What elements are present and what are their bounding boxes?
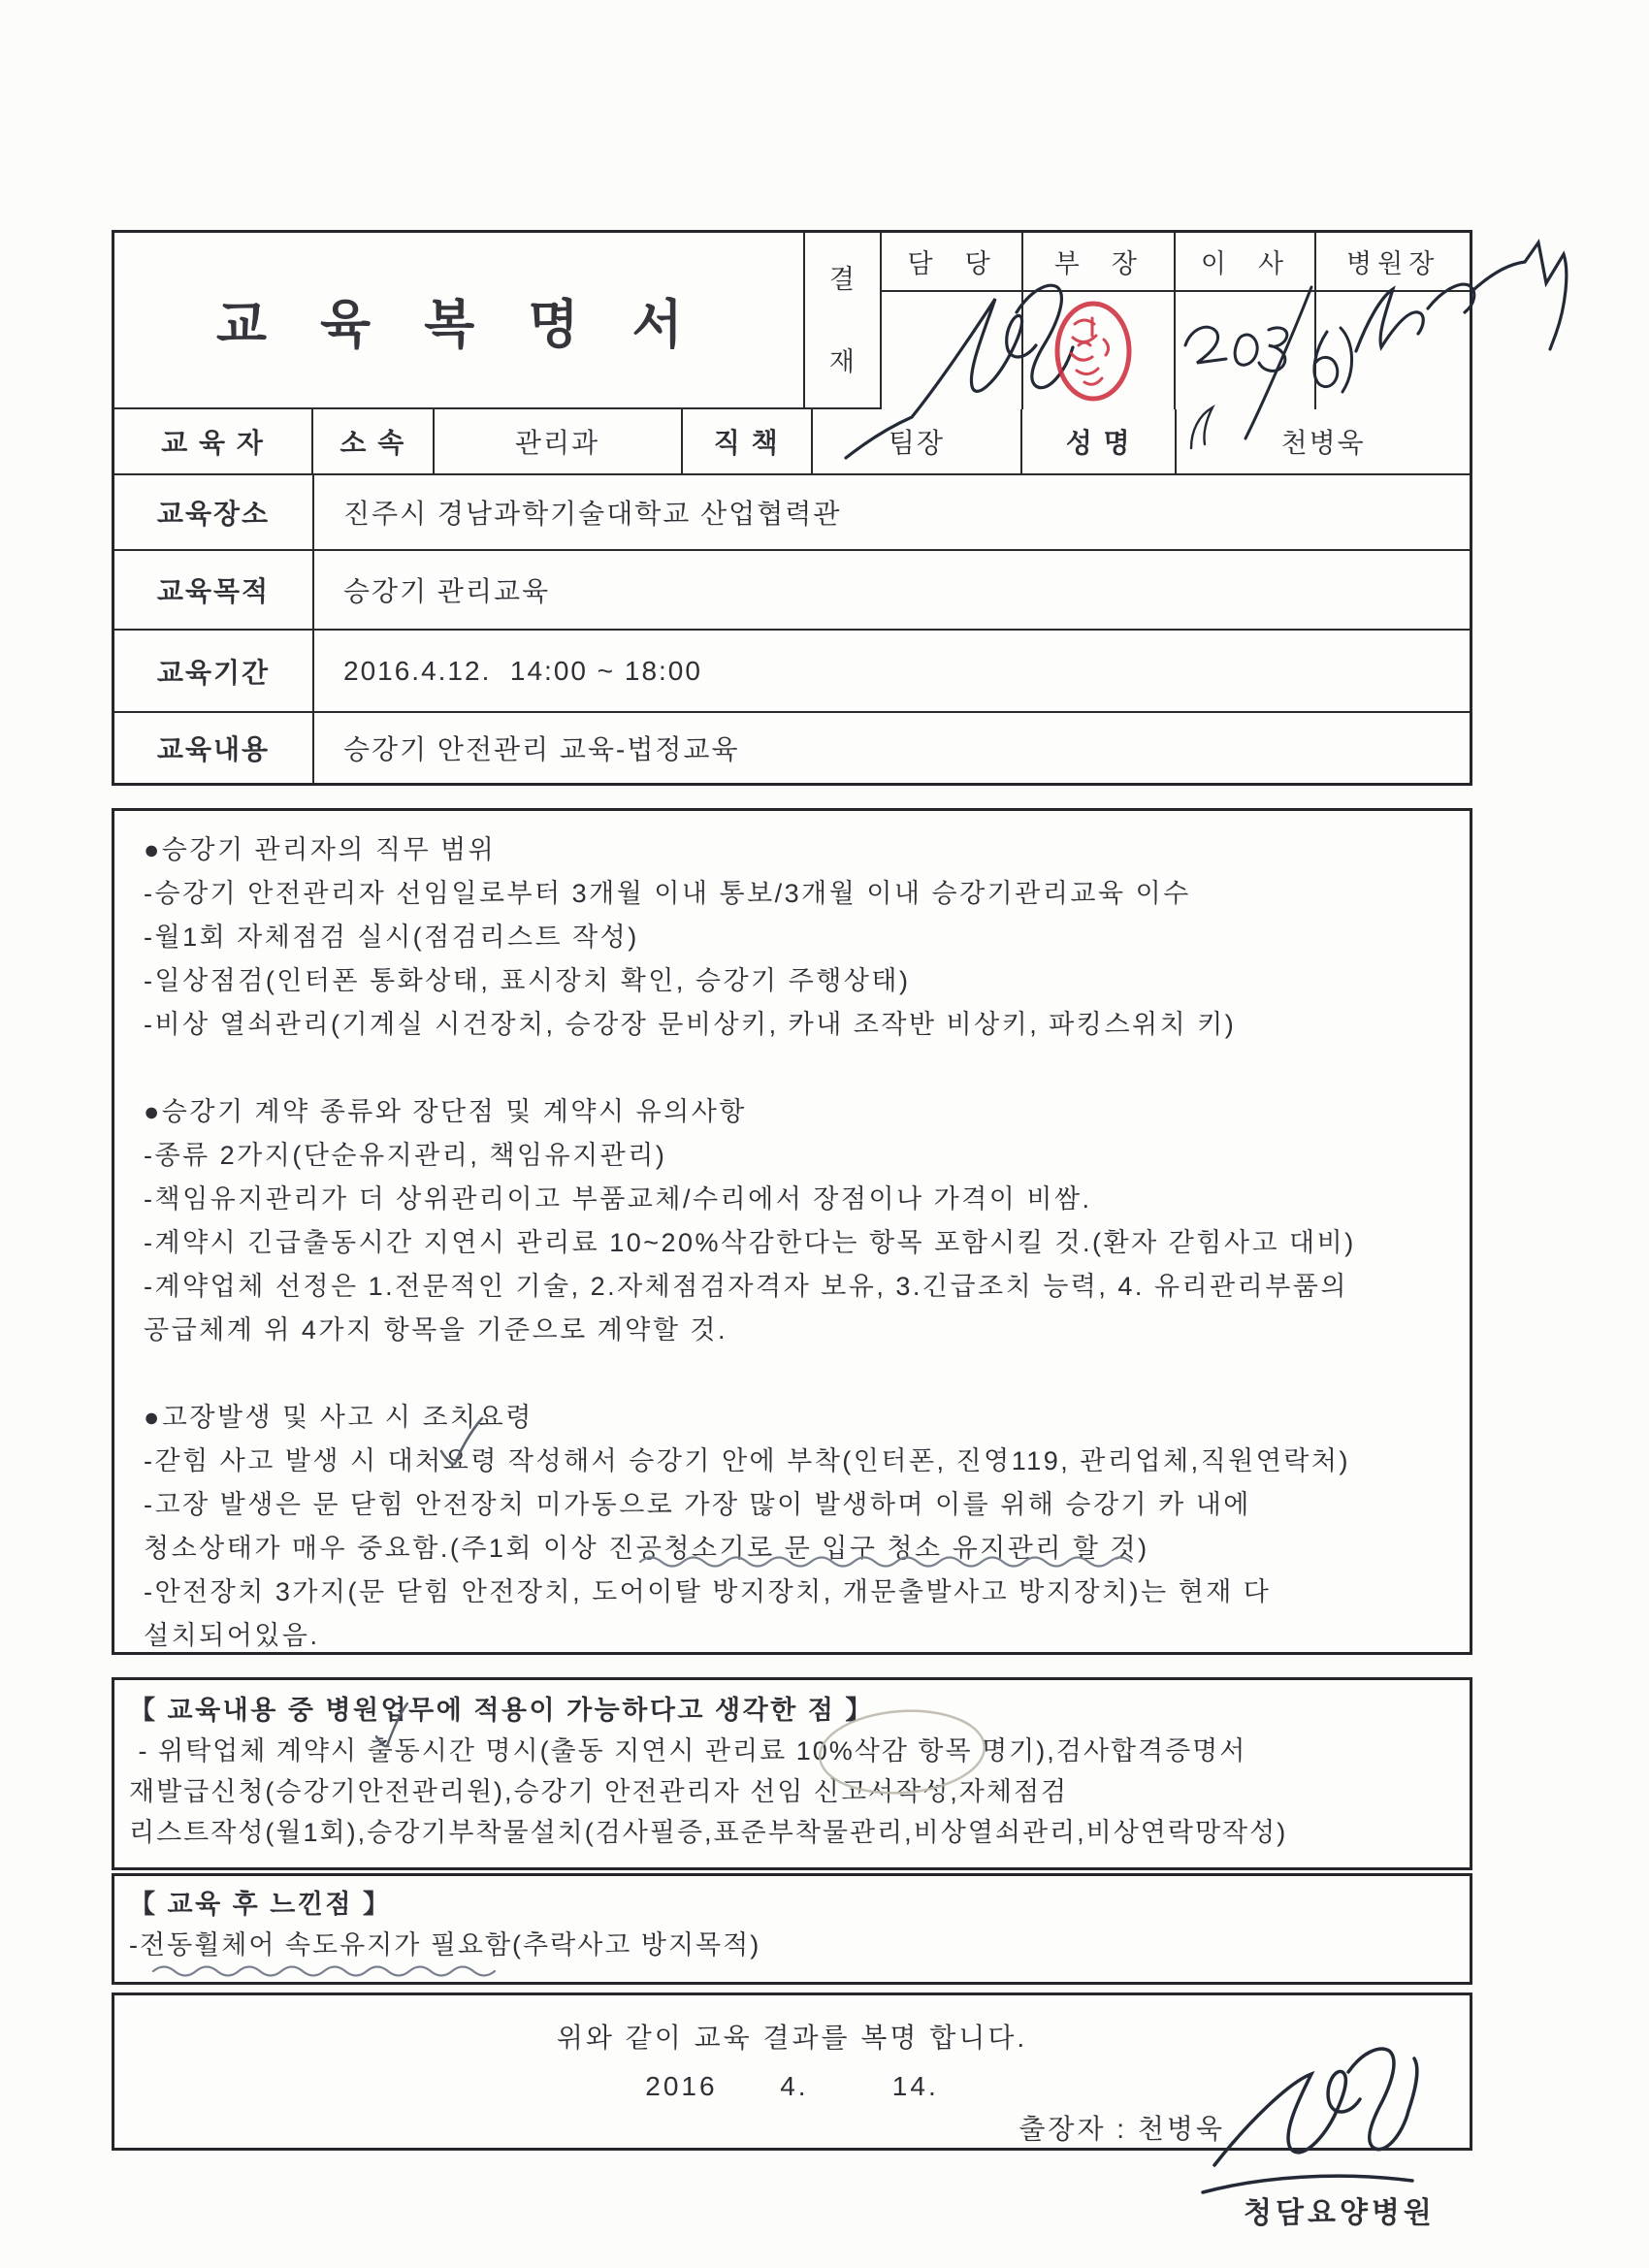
impressions-box (112, 1873, 1472, 1985)
body-line: -고장 발생은 문 닫힘 안전장치 미가동으로 가장 많이 발생하며 이를 위해 승강기 카 내에 (144, 1490, 1251, 1519)
approval-signature-cell-hospital-head (1316, 292, 1470, 409)
approval-signature-cell-staff (882, 292, 1021, 409)
body-line: 청소상태가 매우 중요함.(주1회 이상 진공청소기로 문 입구 청소 유지관리 할 것) (144, 1534, 1149, 1563)
closing-reporter: 출장자 : 천병욱 (1018, 2114, 1225, 2144)
body-line: -월1회 자체점검 실시(점검리스트 작성) (144, 923, 639, 952)
approval-column-director (1176, 233, 1317, 409)
period-value: 2016.4.12. 14:00 ~ 18:00 (314, 631, 1470, 713)
impressions-line: -전동휠체어 속도유지가 필요함(추락사고 방지목적) (129, 1930, 761, 1960)
place-value: 진주시 경남과학기술대학교 산업협력관 (314, 475, 1470, 551)
body-line: -책임유지관리가 더 상위관리이고 부품교체/수리에서 장점이나 가격이 비쌈. (144, 1184, 1092, 1214)
period-label: 교육기간 (114, 631, 314, 713)
body-line: -일상점검(인터폰 통화상태, 표시장치 확인, 승강기 주행상태) (144, 966, 911, 995)
approval-signature-cell-manager (1023, 292, 1174, 409)
trainee-row (114, 409, 1470, 475)
applicable-heading: 【 교육내용 중 병원업무에 적용이 가능하다고 생각한 점 】 (129, 1696, 874, 1725)
department-value: 관리과 (435, 409, 683, 475)
body-line: -비상 열쇠관리(기계실 시건장치, 승강장 문비상키, 카내 조작반 비상키, 파킹스위치 키) (144, 1010, 1237, 1039)
approval-column-director-label: 이 사 (1176, 233, 1315, 292)
section-duty-scope (144, 828, 1460, 1047)
body-line: -계약시 긴급출동시간 지연시 관리료 10~20%삭감한다는 항목 포함시킬 것.(환자 갇힘사고 대비) (144, 1228, 1356, 1257)
body-line: -계약업체 선정은 1.전문적인 기술, 2.자체점검자격자 보유, 3.긴급조치 능력, 4. 유리관리부품의 (144, 1272, 1348, 1301)
applicable-line: 리스트작성(월1회),승강기부착물설치(검사필증,표준부착물관리,비상열쇠관리,비상연락망작성) (129, 1818, 1288, 1847)
approval-column-hospital-head-label: 병원장 (1316, 233, 1470, 292)
content-label: 교육내용 (114, 713, 314, 783)
trainee-label: 교 육 자 (114, 409, 313, 475)
approval-column-manager-label: 부 장 (1023, 233, 1174, 292)
department-label: 소 속 (313, 409, 434, 475)
applicable-line: - 위탁업체 계약시 출동시간 명시(출동 지연시 관리료 10%삭감 항목 명기),검사합격증명서 (129, 1736, 1247, 1766)
section-heading: ●승강기 계약 종류와 장단점 및 계약시 유의사항 (144, 1097, 747, 1126)
approval-column-manager (1023, 233, 1176, 409)
name-label: 성 명 (1022, 409, 1177, 475)
body-line: 설치되어있음. (144, 1621, 320, 1650)
document-title: 교 육 복 명 서 (114, 233, 805, 409)
section-breakdown-response (144, 1396, 1460, 1658)
info-row-content (114, 713, 1470, 783)
approval-signature-cell-director (1176, 292, 1315, 409)
body-line: -갇힘 사고 발생 시 대처요령 작성해서 승강기 안에 부착(인터폰, 진영119, 관리업체,직원연락처) (144, 1446, 1350, 1475)
name-value: 천병욱 (1177, 409, 1470, 475)
approval-column-hospital-head (1316, 233, 1470, 409)
purpose-label: 교육목적 (114, 551, 314, 631)
approval-column-staff-label: 담 당 (882, 233, 1021, 292)
approval-label-top: 결 (828, 265, 857, 294)
body-line: -승강기 안전관리자 선임일로부터 3개월 이내 통보/3개월 이내 승강기관리교육 이수 (144, 879, 1191, 908)
title-approval-row (114, 233, 1470, 409)
section-contract-types (144, 1090, 1460, 1352)
info-row-place (114, 475, 1470, 551)
applicable-line: 재발급신청(승강기안전관리원),승강기 안전관리자 선임 신고서작성,자체점검 (129, 1777, 1069, 1806)
info-row-period (114, 631, 1470, 713)
approval-column-staff (882, 233, 1023, 409)
body-line: 공급체계 위 4가지 항목을 기준으로 계약할 것. (144, 1315, 728, 1345)
approval-label-bottom: 재 (828, 347, 857, 376)
place-label: 교육장소 (114, 475, 314, 551)
impressions-heading: 【 교육 후 느낀점 】 (129, 1890, 392, 1919)
closing-box (112, 1993, 1472, 2151)
position-label: 직 책 (683, 409, 813, 475)
body-line: -안전장치 3가지(문 닫힘 안전장치, 도어이탈 방지장치, 개문출발사고 방지장치)는 현재 다 (144, 1577, 1272, 1606)
education-content-box (112, 808, 1472, 1655)
purpose-value: 승강기 관리교육 (314, 551, 1470, 631)
body-line: -종류 2가지(단순유지관리, 책임유지관리) (144, 1141, 667, 1170)
hospital-name: 청담요양병원 (1244, 2197, 1436, 2229)
content-value: 승강기 안전관리 교육-법정교육 (343, 734, 740, 764)
closing-date: 2016 4. 14. (645, 2071, 939, 2101)
section-heading: ●승강기 관리자의 직무 범위 (144, 835, 497, 864)
applicable-to-hospital-box (112, 1677, 1472, 1870)
report-header-table (112, 230, 1472, 786)
closing-statement: 위와 같이 교육 결과를 복명 합니다. (556, 2023, 1028, 2053)
section-heading: ●고장발생 및 사고 시 조치요령 (144, 1403, 534, 1432)
info-row-purpose (114, 551, 1470, 631)
approval-stamp-column (805, 233, 882, 409)
position-value: 팀장 (813, 409, 1022, 475)
